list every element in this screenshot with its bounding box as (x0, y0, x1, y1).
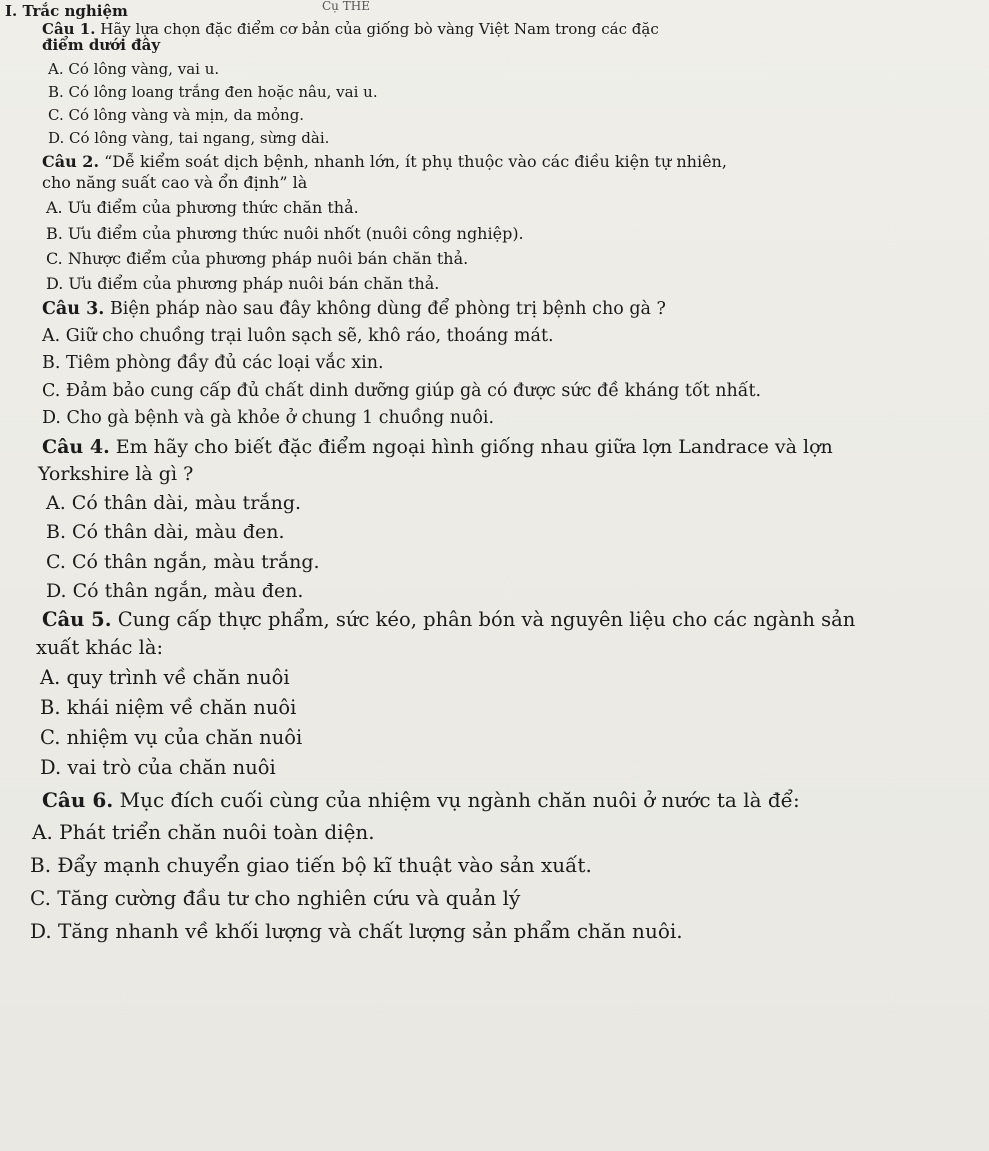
question-2-option-d: D. Ưu điểm của phương pháp nuôi bán chăn thả. (46, 274, 440, 293)
question-2-option-c: C. Nhược điểm của phương pháp nuôi bán chăn thả. (46, 249, 469, 268)
question-4-option-a: A. Có thân dài, màu trắng. (46, 492, 302, 514)
question-4-option-c: C. Có thân ngắn, màu trắng. (46, 551, 320, 573)
question-5-stem-line-1: Câu 5. Cung cấp thực phẩm, sức kéo, phân bón và nguyên liệu cho các ngành sản (42, 608, 856, 631)
question-4-stem-line-2: Yorkshire là gì ? (38, 463, 194, 485)
question-3-option-b: B. Tiêm phòng đầy đủ các loại vắc xin. (42, 353, 384, 373)
question-3-option-a: A. Giữ cho chuồng trại luôn sạch sẽ, khô ráo, thoáng mát. (42, 326, 554, 346)
question-6-option-c: C. Tăng cường đầu tư cho nghiên cứu và quản lý (30, 886, 521, 910)
question-4-option-d: D. Có thân ngắn, màu đen. (46, 580, 304, 602)
question-6-option-d: D. Tăng nhanh về khối lượng và chất lượng sản phẩm chăn nuôi. (30, 919, 683, 943)
question-3-option-d: D. Cho gà bệnh và gà khỏe ở chung 1 chuồng nuôi. (42, 408, 495, 428)
question-5-option-b: B. khái niệm về chăn nuôi (40, 696, 297, 719)
question-1-option-b: B. Có lông loang trắng đen hoặc nâu, vai u. (48, 83, 378, 101)
question-1-option-d: D. Có lông vàng, tai ngang, sừng dài. (48, 129, 330, 147)
question-5-label: Câu 5. (42, 608, 112, 631)
question-5-option-c: C. nhiệm vụ của chăn nuôi (40, 726, 303, 749)
question-1-label: Câu 1. (42, 20, 96, 38)
question-6-label: Câu 6. (42, 788, 114, 812)
question-4-label: Câu 4. (42, 436, 110, 458)
question-2-stem-line-1: Câu 2. “Dễ kiểm soát dịch bệnh, nhanh lớn, ít phụ thuộc vào các điều kiện tự nhiên, (42, 152, 727, 171)
question-1-option-c: C. Có lông vàng và mịn, da mỏng. (48, 106, 305, 124)
section-title: I. Trắc nghiệm (5, 2, 128, 20)
question-1-stem-line-2: điểm dưới đây (42, 36, 161, 54)
question-4-stem-line-1: Câu 4. Em hãy cho biết đặc điểm ngoại hình giống nhau giữa lợn Landrace và lợn (42, 436, 833, 458)
top-edge-fragment: Cụ THE (322, 0, 370, 13)
question-3-stem-line-1: Câu 3. Biện pháp nào sau đây không dùng để phòng trị bệnh cho gà ? (42, 299, 666, 319)
question-5-stem-line-2: xuất khác là: (36, 636, 164, 659)
question-2-option-a: A. Ưu điểm của phương thức chăn thả. (46, 198, 359, 217)
question-3-option-c: C. Đảm bảo cung cấp đủ chất dinh dưỡng giúp gà có được sức đề kháng tốt nhất. (42, 381, 762, 401)
question-6-option-a: A. Phát triển chăn nuôi toàn diện. (32, 820, 375, 844)
question-4-option-b: B. Có thân dài, màu đen. (46, 521, 285, 543)
question-3-label: Câu 3. (42, 299, 105, 319)
question-2-label: Câu 2. (42, 152, 100, 171)
question-5-option-d: D. vai trò của chăn nuôi (40, 756, 276, 779)
question-2-option-b: B. Ưu điểm của phương thức nuôi nhốt (nuôi công nghiệp). (46, 224, 524, 243)
question-6-option-b: B. Đẩy mạnh chuyển giao tiến bộ kĩ thuật vào sản xuất. (30, 853, 592, 877)
question-5-option-a: A. quy trình về chăn nuôi (40, 666, 290, 689)
question-1-option-a: A. Có lông vàng, vai u. (48, 60, 220, 78)
question-6-stem-line-1: Câu 6. Mục đích cuối cùng của nhiệm vụ ngành chăn nuôi ở nước ta là để: (42, 788, 800, 812)
question-2-stem-line-2: cho năng suất cao và ổn định” là (42, 173, 308, 192)
question-1-stem-line-1: Câu 1. Hãy lựa chọn đặc điểm cơ bản của giống bò vàng Việt Nam trong các đặc (42, 20, 659, 38)
